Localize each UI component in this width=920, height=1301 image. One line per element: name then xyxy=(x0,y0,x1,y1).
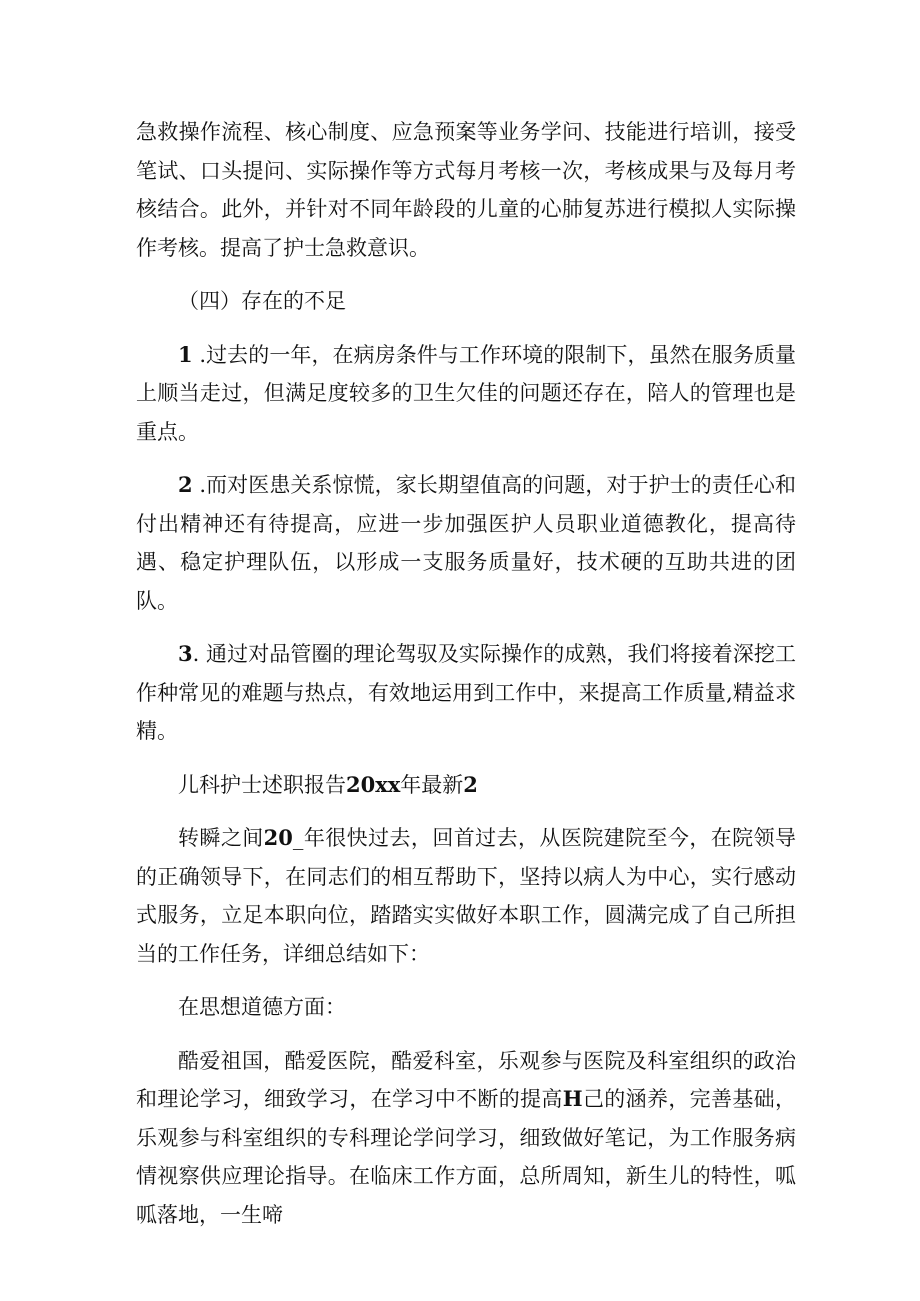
intro-post: _年很快过去，回首过去，从医院建院至今，在院领导的正确领导下，在同志们的相互帮助下，坚持以病人为中心，实行感动式服务，立足本职向位，踏踏实实做好本职工作，圆满完成了自己所担当的工作任务，详细总结如下： xyxy=(136,826,797,966)
heading-suffix: 2 xyxy=(463,771,478,797)
heading-middle: 年最新 xyxy=(400,772,464,797)
section-heading-shortcomings: （四）存在的不足 xyxy=(178,289,346,313)
list-number: 3 xyxy=(178,641,193,666)
section-heading-ideology: 在思想道德方面： xyxy=(178,995,346,1019)
paragraph-ideology xyxy=(136,1042,796,1235)
list-number: 1 xyxy=(178,341,193,367)
list-item-3 xyxy=(136,635,796,751)
list-text: .过去的一年，在病房条件与工作环境的限制下，虽然在服务质量上顺当走过，但满足度较多的卫生欠佳的问题还存在，陪人的管理也是重点。 xyxy=(136,342,796,444)
final-bold-char: H xyxy=(562,1086,583,1111)
list-item-1 xyxy=(136,336,796,452)
report-heading xyxy=(136,766,796,805)
intro-year: 20 xyxy=(263,825,293,850)
document-body xyxy=(136,113,796,1234)
list-text: .而对医患关系惊慌，家长期望值高的问题，对于护士的责任心和付出精神还有待提高，应进一步加强医护人员职业道德教化，提高待遇、稳定护理队伍，以形成一支服务质量好，技术硬的互助共进的团队。 xyxy=(136,473,796,613)
heading-prefix: 儿科护士述职报告 xyxy=(178,772,346,797)
final-post: 己的涵养，完善基础，乐观参与科室组织的专科理论学问学习，细致做好笔记，为工作服务病情视察供应理论指导。在临床工作方面，总所周知，新生儿的特性，呱呱落地，一生啼 xyxy=(136,1087,797,1227)
paragraph-intro xyxy=(136,819,796,973)
heading-year: 20xx xyxy=(346,771,401,797)
list-item-2 xyxy=(136,466,796,620)
paragraph-training: 急救操作流程、核心制度、应急预案等业务学问、技能进行培训，接受笔试、口头提问、实际操作等方式每月考核一次，考核成果与及每月考核结合。此外，并针对不同年龄段的儿童的心肺复苏进行模拟人实际操作考核。提高了护士急救意识。 xyxy=(136,120,796,260)
intro-pre: 转瞬之间 xyxy=(178,826,264,850)
list-number: 2 xyxy=(178,472,193,497)
list-text: . 通过对品管圈的理论驾驭及实际操作的成熟，我们将接着深挖工作种常见的难题与热点，有效地运用到工作中，来提高工作质量,精益求精。 xyxy=(136,642,796,743)
final-pre: 酷爱祖国，酷爱医院，酷爱科室，乐观参与医院及科室组织的政治和理论学习，细致学习，在学习中不断的提高 xyxy=(136,1048,796,1111)
